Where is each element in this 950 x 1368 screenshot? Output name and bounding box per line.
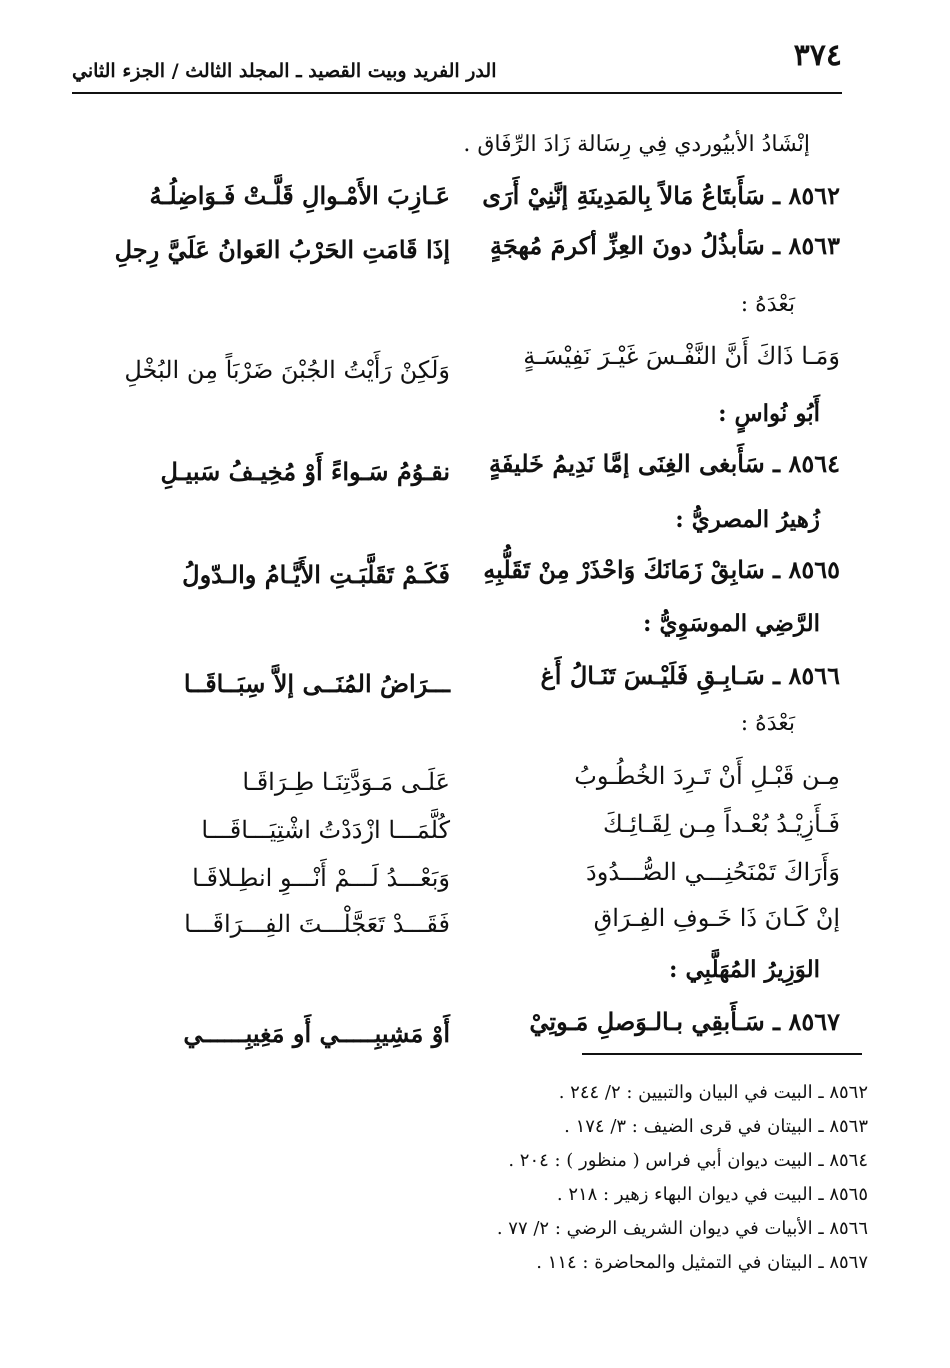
footnote: ٨٥٦٢ ـ البيت في البيان والتبيين : ٢/ ٢٤٤ . xyxy=(558,1082,868,1103)
verse-second-hemistich: كُلَّمَـــا ازْدَدْتُ اشْتِيَـــاقَـــا xyxy=(201,816,450,844)
footnote: ٨٥٦٥ ـ البيت في ديوان البهاء زهير : ٢١٨ . xyxy=(556,1184,868,1205)
verse-second-hemistich: وَبَعْـــدُ لَـــمْ أَنْـــوِ انطِـلاقَـا xyxy=(192,864,450,892)
verse-8564-first-hemistich: ٨٥٦٤ ـ سَأَبغى الغِنَى إمَّا نَدِيمُ خَليفَةٍ xyxy=(488,449,840,478)
verse-first-hemistich: مِـن قَبْـلِ أَنْ تَـرِدَ الخُطُـوبُ xyxy=(574,762,840,790)
verse-second-hemistich: فَقَـــدْ تَعَجَّلْـــتَ الفِـــرَاقَـــا xyxy=(184,910,450,938)
verse-8566-second-hemistich: ـــرَاضُ المُنَــى إلاَّ سِبَــاقَــا xyxy=(183,669,450,698)
poet-name: زُهيرُ المصريُّ : xyxy=(675,506,820,533)
intro-text: إنْشَادُ الأبيُوردي فِي رِسَالة زَادَ الرِّفَاق . xyxy=(463,132,810,157)
footnote: ٨٥٦٣ ـ البيتان في قرى الضيف : ٣/ ١٧٤ . xyxy=(564,1116,868,1137)
label-baadah: بَعْدَهُ : xyxy=(740,292,795,317)
footnote: ٨٥٦٤ ـ البيت ديوان أبي فراس ( منظور ) : ٢٠٤ . xyxy=(508,1150,868,1171)
label-baadah: بَعْدَهُ : xyxy=(740,711,795,736)
verse-second-hemistich: وَلَكِنْ رَأَيْتُ الجُبْنَ ضَرْبَاً مِن البُخْلِ xyxy=(124,356,450,384)
footnote: ٨٥٦٦ ـ الأبيات في ديوان الشريف الرضي : ٢/ ٧٧ . xyxy=(496,1218,868,1239)
poet-name: أَبُو نُواسٍ : xyxy=(718,400,820,427)
page-header xyxy=(72,36,842,94)
verse-first-hemistich: وَأَرَاكَ تَمْنَحُنِـــي الصُّـــدُودَ xyxy=(586,858,840,886)
verse-8565-second-hemistich: فَكَـمْ تَقَلَّبَـتِ الأَيَّـامُ والـدّولُ xyxy=(182,560,450,589)
verse-8567-first-hemistich: ٨٥٦٧ ـ سَـأَبقِي بـالـوَصلِ مَـوتِيْ xyxy=(529,1007,840,1036)
verse-first-hemistich: فَـأَزِيْـدُ بُعْـداً مِـن لِقَـائِـكَ xyxy=(602,810,840,838)
verse-first-hemistich: إنْ كَـانَ ذَا خَـوفِ الفِـرَاقِ xyxy=(593,904,840,932)
verse-8563-first-hemistich: ٨٥٦٣ ـ سَأبذُلُ دونَ العِزِّ أكرمَ مُهجَةٍ xyxy=(489,231,840,260)
verse-8563-second-hemistich: إذَا قَامَتِ الحَرْبُ العَوانُ عَلَيَّ رِجلِ xyxy=(114,235,450,264)
verse-first-hemistich: وَمَـا ذَاكَ أَنَّ النَّفْـسَ غَيْـرَ نَفِيْسَـةٍ xyxy=(523,342,840,370)
footnote-divider xyxy=(582,1053,862,1055)
footnote: ٨٥٦٧ ـ البيتان في التمثيل والمحاضرة : ١١٤ . xyxy=(536,1252,868,1273)
poet-name: الرَّضِي الموسَوِيُّ : xyxy=(642,610,820,637)
verse-8562-first-hemistich: ٨٥٦٢ ـ سَأَبتَاعُ مَالاً بِالمَدِينَةِ إنَّنِيْ أَرَى xyxy=(482,181,840,210)
verse-8562-second-hemistich: عَـازِبَ الأَمْـوالِ قَلَّـتْ فَـوَاضِلُـهُ xyxy=(149,181,450,210)
page-number: ٣٧٤ xyxy=(793,38,842,73)
verse-8564-second-hemistich: نقـوُمُ سَـواءً أَوْ مُخِيـفُ سَبيـلِ xyxy=(160,457,450,486)
verse-second-hemistich: عَلَـى مَـوَدَّتِنَـا طِـرَاقَـا xyxy=(242,768,450,796)
poet-name: الوَزِيرُ المُهَلَّبِي : xyxy=(668,956,820,983)
verse-8567-second-hemistich: أَوْ مَشِيبِـــــي أَو مَغِيبِــــــي xyxy=(183,1019,450,1048)
verse-8566-first-hemistich: ٨٥٦٦ ـ سَـابِـقِ فَلَيْـسَ تَنَـالُ أَغ xyxy=(540,661,840,690)
verse-8565-first-hemistich: ٨٥٦٥ ـ سَابِقْ زَمَانَكَ وَاحْذَرْ مِنْ تَقَلُّبِهِ xyxy=(483,555,840,584)
running-title: الدر الفريد وبيت القصيد ـ المجلد الثالث / الجزء الثاني xyxy=(72,60,497,82)
